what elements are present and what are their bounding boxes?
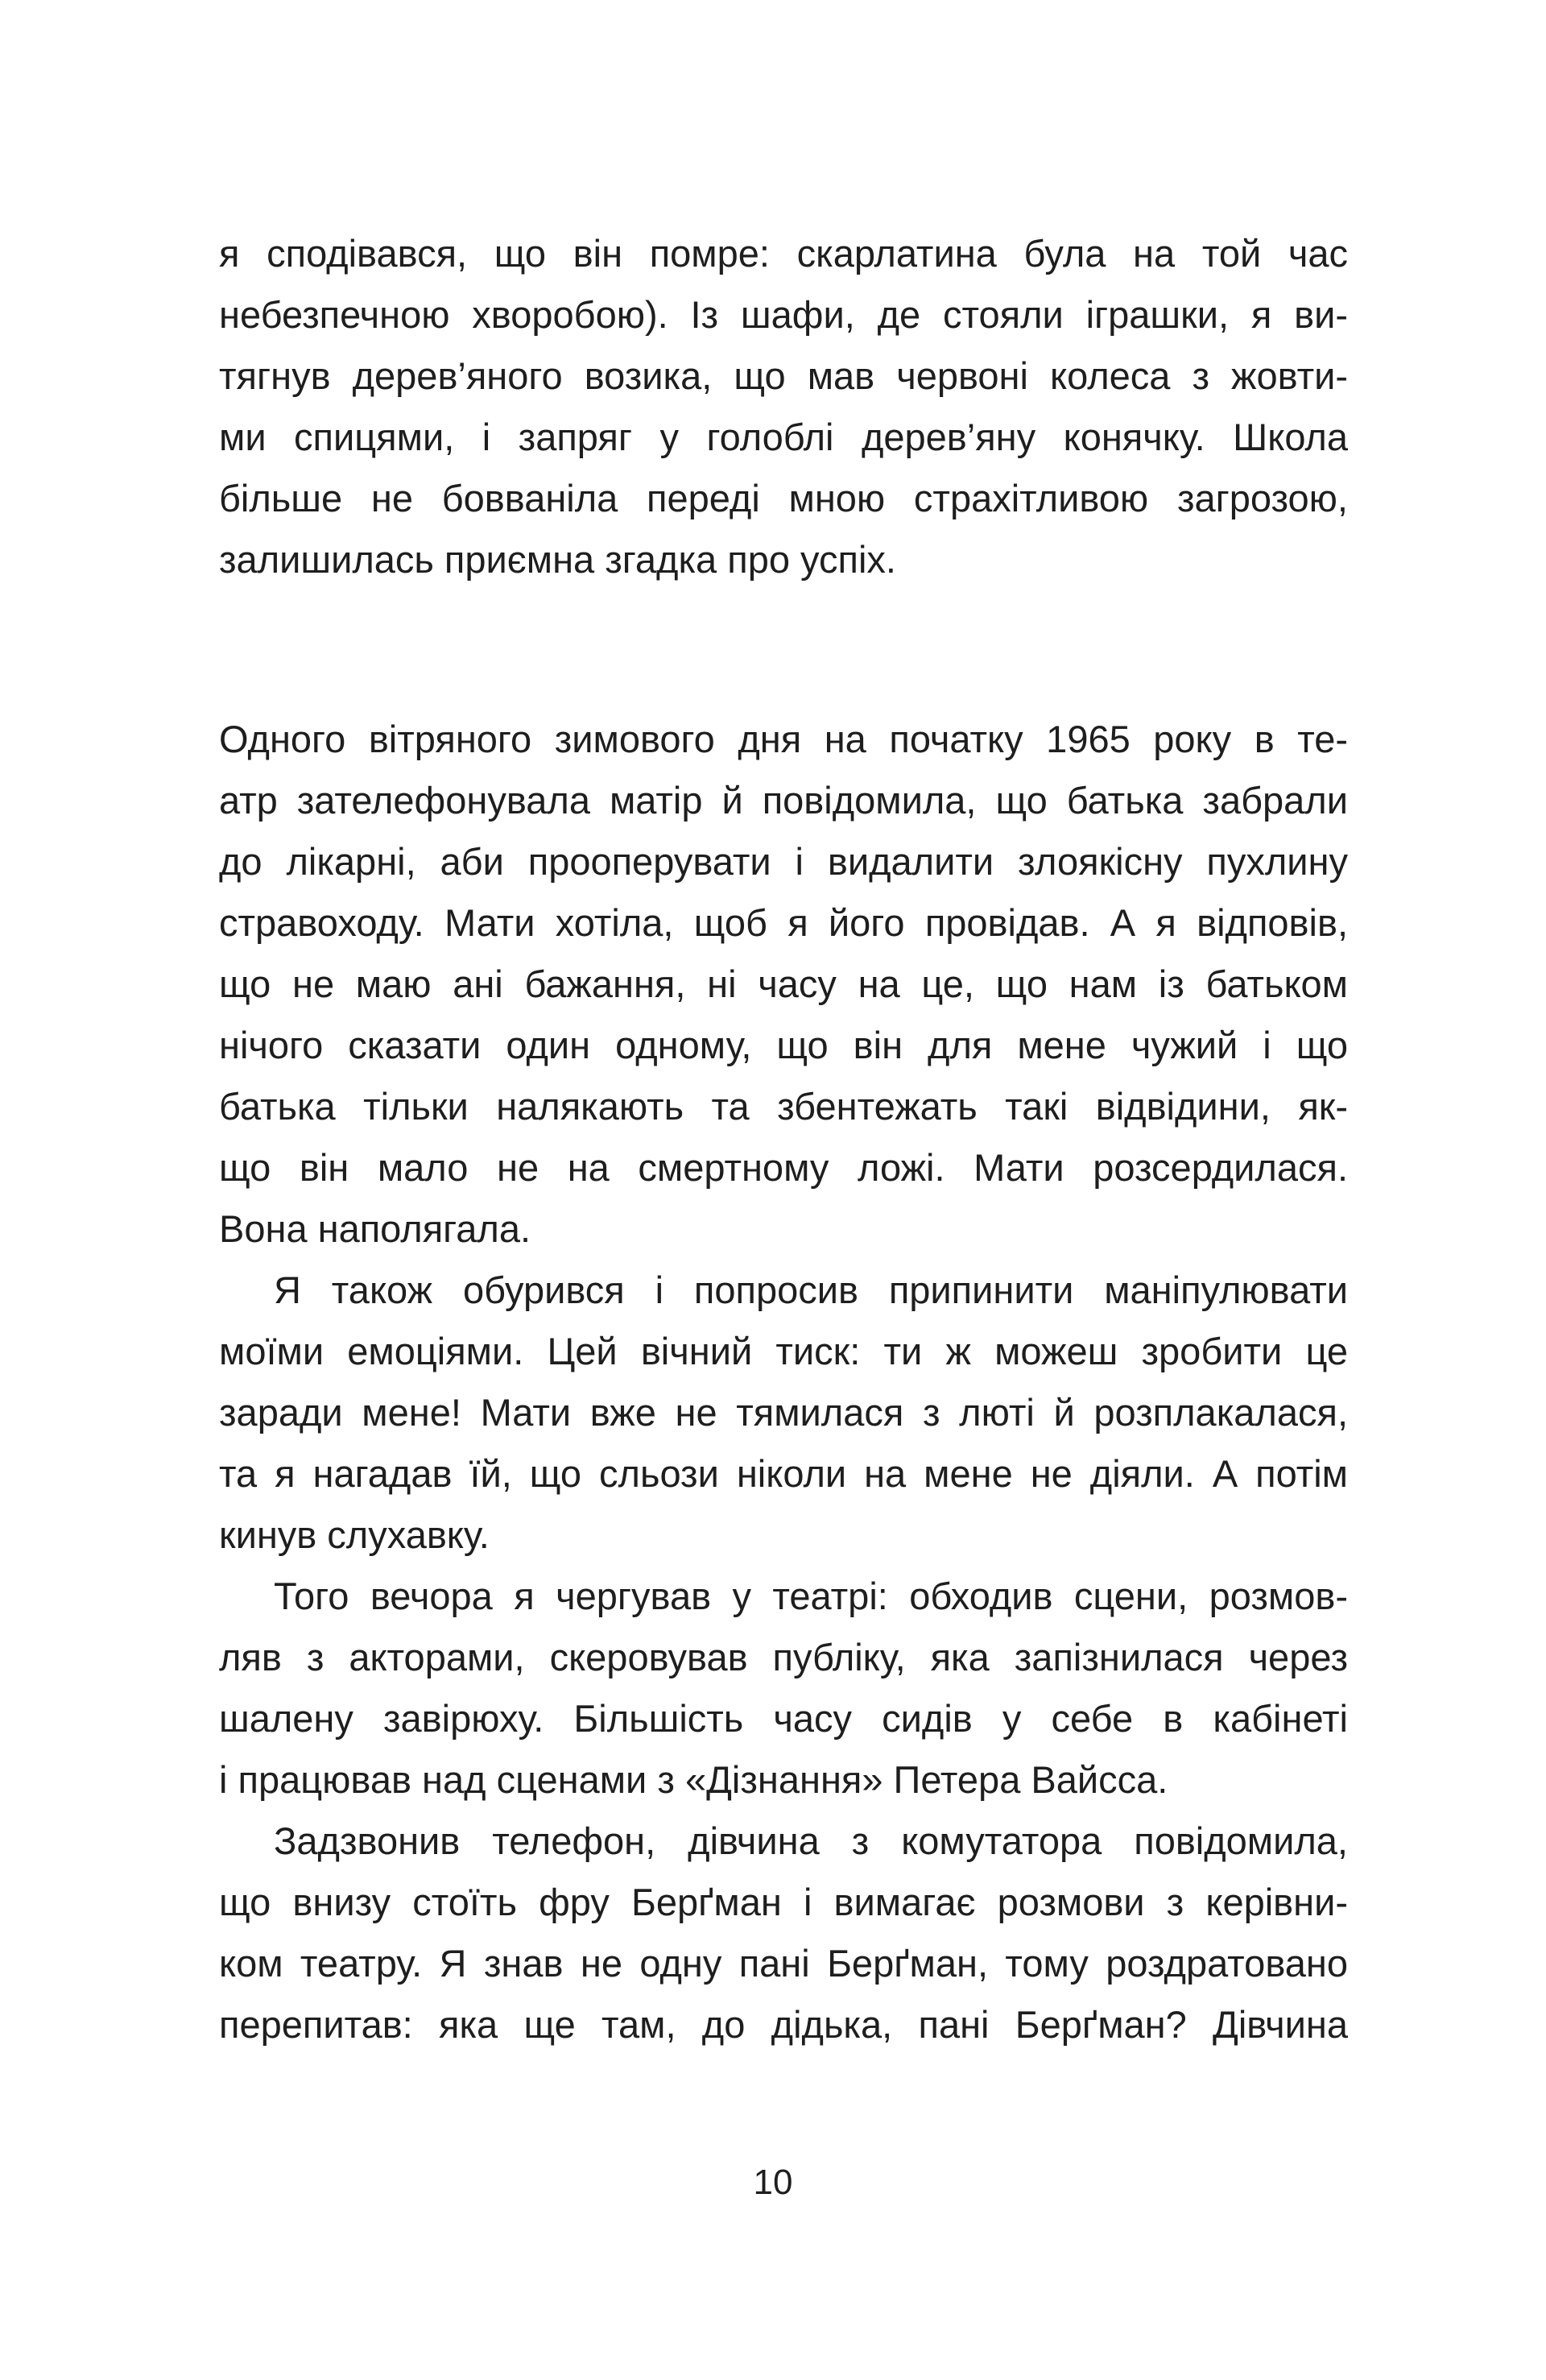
text-line: Задзвонив телефон, дівчина з комутатора повідомила, [274,1819,1348,1862]
text-line: тягнув дерев’яного возика, що мав червоні колеса з жовти- [219,354,1348,397]
text-line: що він мало не на смертному ложі. Мати розсердилася. [219,1146,1348,1189]
text-line: заради мене! Мати вже не тямилася з люті й розплакалася, [219,1391,1348,1434]
paragraph-1 [219,709,1348,1260]
paragraph-3 [219,1566,1348,1811]
text-line: ком театру. Я знав не одну пані Берґман, тому роздратовано [219,1942,1348,1985]
text-line: нічого сказати один одному, що він для мене чужий і що [219,1024,1348,1066]
text-line: небезпечною хворобою). Із шафи, де стояли іграшки, я ви- [219,293,1348,336]
text-line: до лікарні, аби прооперувати і видалити злоякісну пухлину [219,840,1348,883]
section-text [219,709,1348,2055]
page-number: 10 [753,2163,793,2202]
text-line: що внизу стоїть фру Берґман і вимагає розмови з керівни- [219,1881,1348,1923]
text-line: моїми емоціями. Цей вічний тиск: ти ж можеш зробити це [219,1330,1348,1372]
text-line: атр зателефонувала матір й повідомила, що батька забрали [219,779,1348,822]
text-line: шалену завірюху. Більшість часу сидів у себе в кабінеті [219,1697,1348,1740]
text-line: кинув слухавку. [219,1513,490,1556]
text-line: що не маю ані бажання, ні часу на це, що нам із батьком [219,962,1348,1005]
text-line: більше не бовваніла переді мною страхітливою загрозою, [219,477,1348,519]
text-line: та я нагадав їй, що сльози ніколи на мене не діяли. А потім [219,1452,1348,1495]
text-line: стравоходу. Мати хотіла, щоб я його провідав. А я відповів, [219,901,1348,944]
text-line: Я також обурився і попросив припинити маніпулювати [274,1269,1348,1311]
paragraph-4 [219,1811,1348,2055]
paragraph-2 [219,1260,1348,1566]
text-line: ляв з акторами, скеровував публіку, яка запізнилася через [219,1636,1348,1678]
text-line: Одного вітряного зимового дня на початку 1965 року в те- [219,718,1348,760]
text-line: Того вечора я чергував у театрі: обходив сцени, розмов- [274,1575,1348,1617]
text-line: ми спицями, і запряг у голоблі дерев’яну конячку. Школа [219,416,1348,458]
text-line: залишилась приємна згадка про успіх. [219,538,896,581]
text-line: і працював над сценами з «Дізнання» Петера Вайсса. [219,1758,1168,1801]
text-line: перепитав: яка ще там, до дідька, пані Берґман? Дівчина [219,2003,1348,2046]
paragraph-continuation [219,223,1348,590]
text-line: Вона наполягала. [219,1207,531,1250]
text-line: я сподівався, що він помре: скарлатина була на той час [219,232,1348,275]
text-line: батька тільки налякають та збентежать такі відвідини, як- [219,1085,1348,1128]
